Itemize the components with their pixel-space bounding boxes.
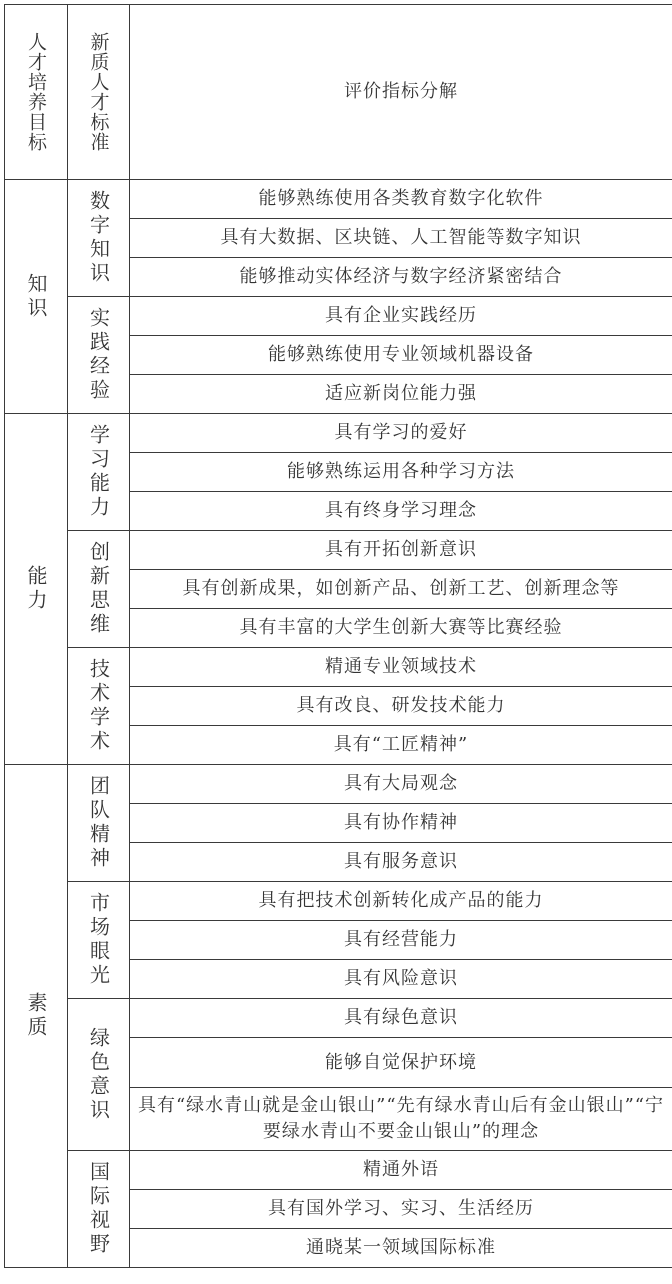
standard-market-vision: 市场眼光 — [68, 882, 130, 999]
table-row — [5, 765, 672, 804]
indicator-cell: 具有协作精神 — [130, 804, 672, 843]
talent-evaluation-table — [4, 4, 672, 1268]
indicator-cell: 具有终身学习理念 — [130, 492, 672, 531]
header-standard: 新质人才标准 — [68, 5, 130, 180]
standard-international-vision: 国际视野 — [68, 1151, 130, 1268]
header-indicators: 评价指标分解 — [130, 5, 672, 180]
goal-quality: 素质 — [5, 765, 68, 1268]
indicator-cell: 具有“工匠精神” — [130, 726, 672, 765]
table-row — [5, 882, 672, 921]
standard-green-awareness: 绿色意识 — [68, 999, 130, 1151]
table-row — [5, 1151, 672, 1190]
indicator-cell: 能够推动实体经济与数字经济紧密结合 — [130, 258, 672, 297]
table-row — [5, 297, 672, 336]
goal-knowledge: 知识 — [5, 180, 68, 414]
table-row — [5, 648, 672, 687]
standard-innovative-thinking: 创新思维 — [68, 531, 130, 648]
table-header-row — [5, 5, 672, 180]
indicator-cell: 具有国外学习、实习、生活经历 — [130, 1190, 672, 1229]
standard-learning-ability: 学习能力 — [68, 414, 130, 531]
indicator-cell: 具有改良、研发技术能力 — [130, 687, 672, 726]
header-goal: 人才培养目标 — [5, 5, 68, 180]
indicator-cell: 能够熟练使用各类教育数字化软件 — [130, 180, 672, 219]
table-row — [5, 999, 672, 1038]
indicator-cell: 具有经营能力 — [130, 921, 672, 960]
standard-technical-academic: 技术学术 — [68, 648, 130, 765]
indicator-cell: 具有学习的爱好 — [130, 414, 672, 453]
standard-digital-knowledge: 数字知识 — [68, 180, 130, 297]
indicator-cell: 具有把技术创新转化成产品的能力 — [130, 882, 672, 921]
indicator-cell: 能够自觉保护环境 — [130, 1038, 672, 1088]
indicator-cell: 具有大局观念 — [130, 765, 672, 804]
table-row — [5, 531, 672, 570]
indicator-cell: 能够熟练运用各种学习方法 — [130, 453, 672, 492]
indicator-cell: 具有创新成果，如创新产品、创新工艺、创新理念等 — [130, 570, 672, 609]
indicator-cell: 精通专业领域技术 — [130, 648, 672, 687]
table-row — [5, 180, 672, 219]
indicator-cell: 具有风险意识 — [130, 960, 672, 999]
standard-practical-experience: 实践经验 — [68, 297, 130, 414]
indicator-cell: 通晓某一领域国际标准 — [130, 1229, 672, 1268]
indicator-cell: 适应新岗位能力强 — [130, 375, 672, 414]
indicator-cell: 具有开拓创新意识 — [130, 531, 672, 570]
indicator-cell: 精通外语 — [130, 1151, 672, 1190]
indicator-cell: 具有绿色意识 — [130, 999, 672, 1038]
indicator-cell: 具有企业实践经历 — [130, 297, 672, 336]
indicator-cell: 具有丰富的大学生创新大赛等比赛经验 — [130, 609, 672, 648]
indicator-cell: 具有“绿水青山就是金山银山”“先有绿水青山后有金山银山”“宁要绿水青山不要金山银山”的理念 — [130, 1088, 672, 1151]
indicator-cell: 具有服务意识 — [130, 843, 672, 882]
standard-team-spirit: 团队精神 — [68, 765, 130, 882]
indicator-cell: 具有大数据、区块链、人工智能等数字知识 — [130, 219, 672, 258]
goal-ability: 能力 — [5, 414, 68, 765]
indicator-cell: 能够熟练使用专业领域机器设备 — [130, 336, 672, 375]
table-row — [5, 414, 672, 453]
